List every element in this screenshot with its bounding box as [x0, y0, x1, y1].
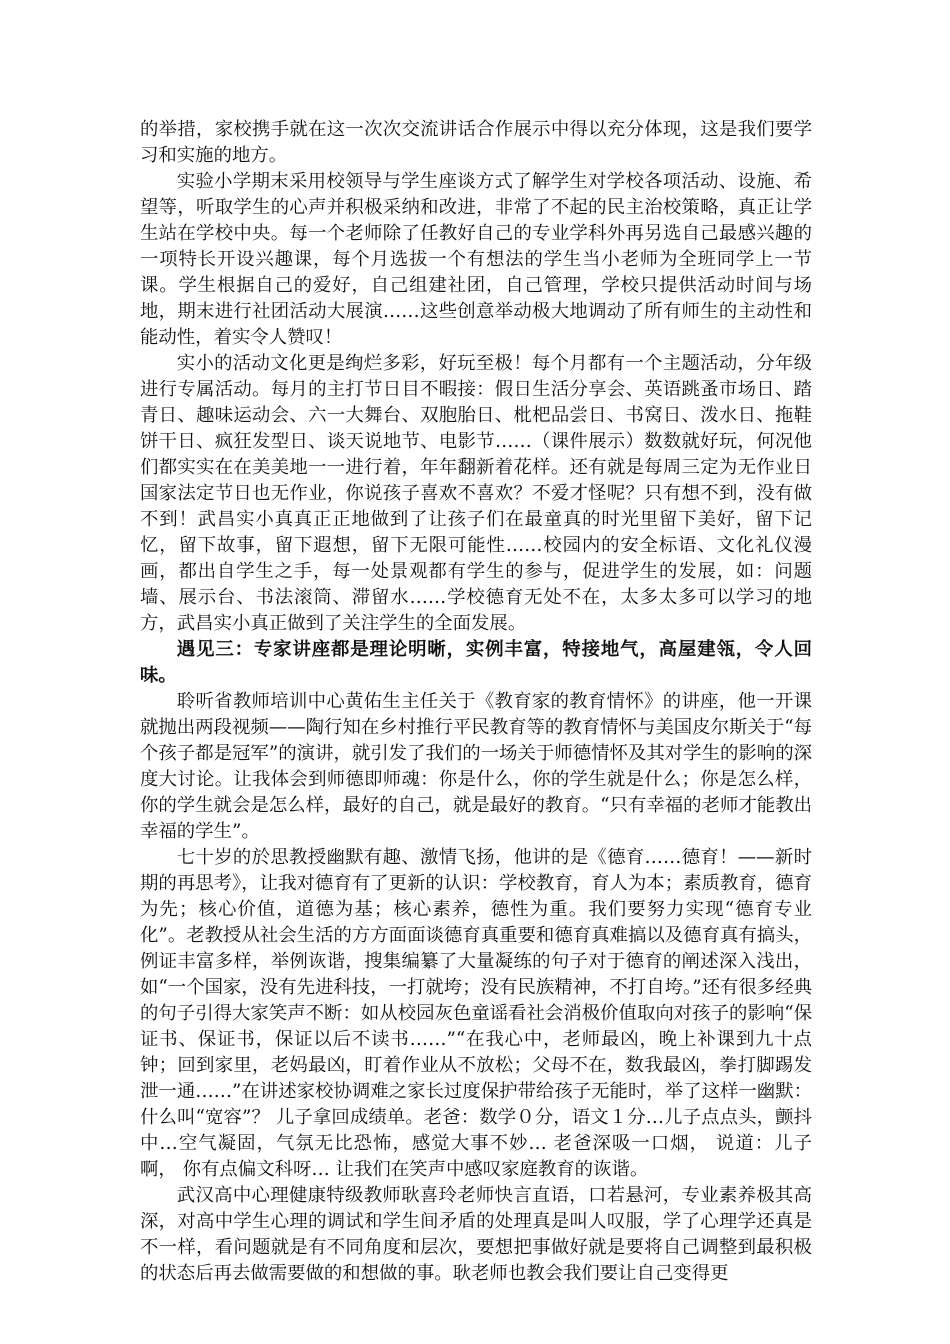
section-heading: 遇见三：专家讲座都是理论明晰，实例丰富，特接地气，高屋建瓴，令人回味。	[140, 639, 812, 686]
paragraph-continued: 的举措，家校携手就在这一次次交流讲话合作展示中得以充分体现，这是我们要学习和实施的地方。	[140, 119, 812, 166]
paragraph-activity-culture: 实小的活动文化更是绚烂多彩，好玩至极！每个月都有一个主题活动，分年级进行专属活动。每月的主打节日目不暇接：假日生活分享会、英语跳蚤市场日、踏青日、趣味运动会、六一大舞台、双胞胎日、枇杷品尝日、书窝日、泼水日、拖鞋饼干日、疯狂发型日、谈天说地节、电影节……（课件展示）数数就好玩，何况他们都实实在在美美地一一进行着，年年翻新着花样。还有就是每周三定为无作业日国家法定节日也无作业，你说孩子喜欢不喜欢？不爱才怪呢？只有想不到，没有做不到！武昌实小真真正正地做到了让孩子们在最童真的时光里留下美好，留下记忆，留下故事，留下遐想，留下无限可能性……校园内的安全标语、文化礼仪漫画，都出自学生之手，每一处景观都有学生的参与，促进学生的发展，如：问题墙、展示台、书法滚筒、滞留水……学校德育无处不在，太多太多可以学习的地方，武昌实小真正做到了关注学生的全面发展。	[140, 353, 812, 634]
paragraph-lecture-geng: 武汉高中心理健康特级教师耿喜玲老师快言直语，口若悬河，专业素养极其高深，对高中学生心理的调试和学生间矛盾的处理真是叫人叹服，学了心理学还真是不一样，看问题就是有不同角度和层次，要想把事做好就是要将自己调整到最积极的状态后再去做需要做的和想做的事。耿老师也教会我们要让自己变得更	[140, 1185, 812, 1284]
paragraph-lecture-yu: 七十岁的於思教授幽默有趣、激情飞扬，他讲的是《德育……德育！——新时期的再思考》，让我对德育有了更新的认识：学校教育，育人为本；素质教育，德育为先；核心价值，道德为基；核心素养，德性为重。我们要努力实现“德育专业化”。老教授从社会生活的方方面面谈德育真重要和德育真难搞以及德育真有搞头，例证丰富多样，举例诙谐，搜集编纂了大量凝练的句子对于德育的阐述深入浅出，如“一个国家，没有先进科技，一打就垮；没有民族精神，不打自垮。”还有很多经典的句子引得大家笑声不断：如从校园灰色童谣看社会消极价值取向对孩子的影响“保证书、保证书，保证以后不读书……”“在我心中，老师最凶，晚上补课到九十点钟；回到家里，老妈最凶，盯着作业从不放松；父母不在，数我最凶，拳打脚踢发泄一通……”在讲述家校协调难之家长过度保护带给孩子无能时，举了这样一幽默：什么叫“宽容”？ 儿子拿回成绩单。老爸：数学０分，语文１分…儿子点点头，颤抖中…空气凝固，气氛无比恐怖，感觉大事不妙… 老爸深吸一口烟， 说道：儿子啊， 你有点偏文科呀… 让我们在笑声中感叹家庭教育的诙谐。	[140, 847, 812, 1180]
paragraph-lecture-huang: 聆听省教师培训中心黄佑生主任关于《教育家的教育情怀》的讲座，他一开课就抛出两段视频——陶行知在乡村推行平民教育等的教育情怀与美国皮尔斯关于“每个孩子都是冠军”的演讲，就引发了我们的一场关于师德情怀及其对学生的影响的深度大讨论。让我体会到师德即师魂：你是什么，你的学生就是什么；你是怎么样，你的学生就会是怎么样，最好的自己，就是最好的教育。“只有幸福的老师才能教出幸福的学生”。	[140, 691, 812, 842]
paragraph-experimental-school: 实验小学期末采用校领导与学生座谈方式了解学生对学校各项活动、设施、希望等，听取学生的心声并积极采纳和改进，非常了不起的民主治校策略，真正让学生站在学校中央。每一个老师除了任教好自己的专业学科外再另选自己最感兴趣的一项特长开设兴趣课，每个月选拔一个有想法的学生当小老师为全班同学上一节课。学生根据自己的爱好，自己组建社团，自己管理，学校只提供活动时间与场地，期末进行社团活动大展演……这些创意举动极大地调动了所有师生的主动性和能动性，着实令人赞叹！	[140, 171, 812, 348]
document-body	[140, 117, 812, 1287]
